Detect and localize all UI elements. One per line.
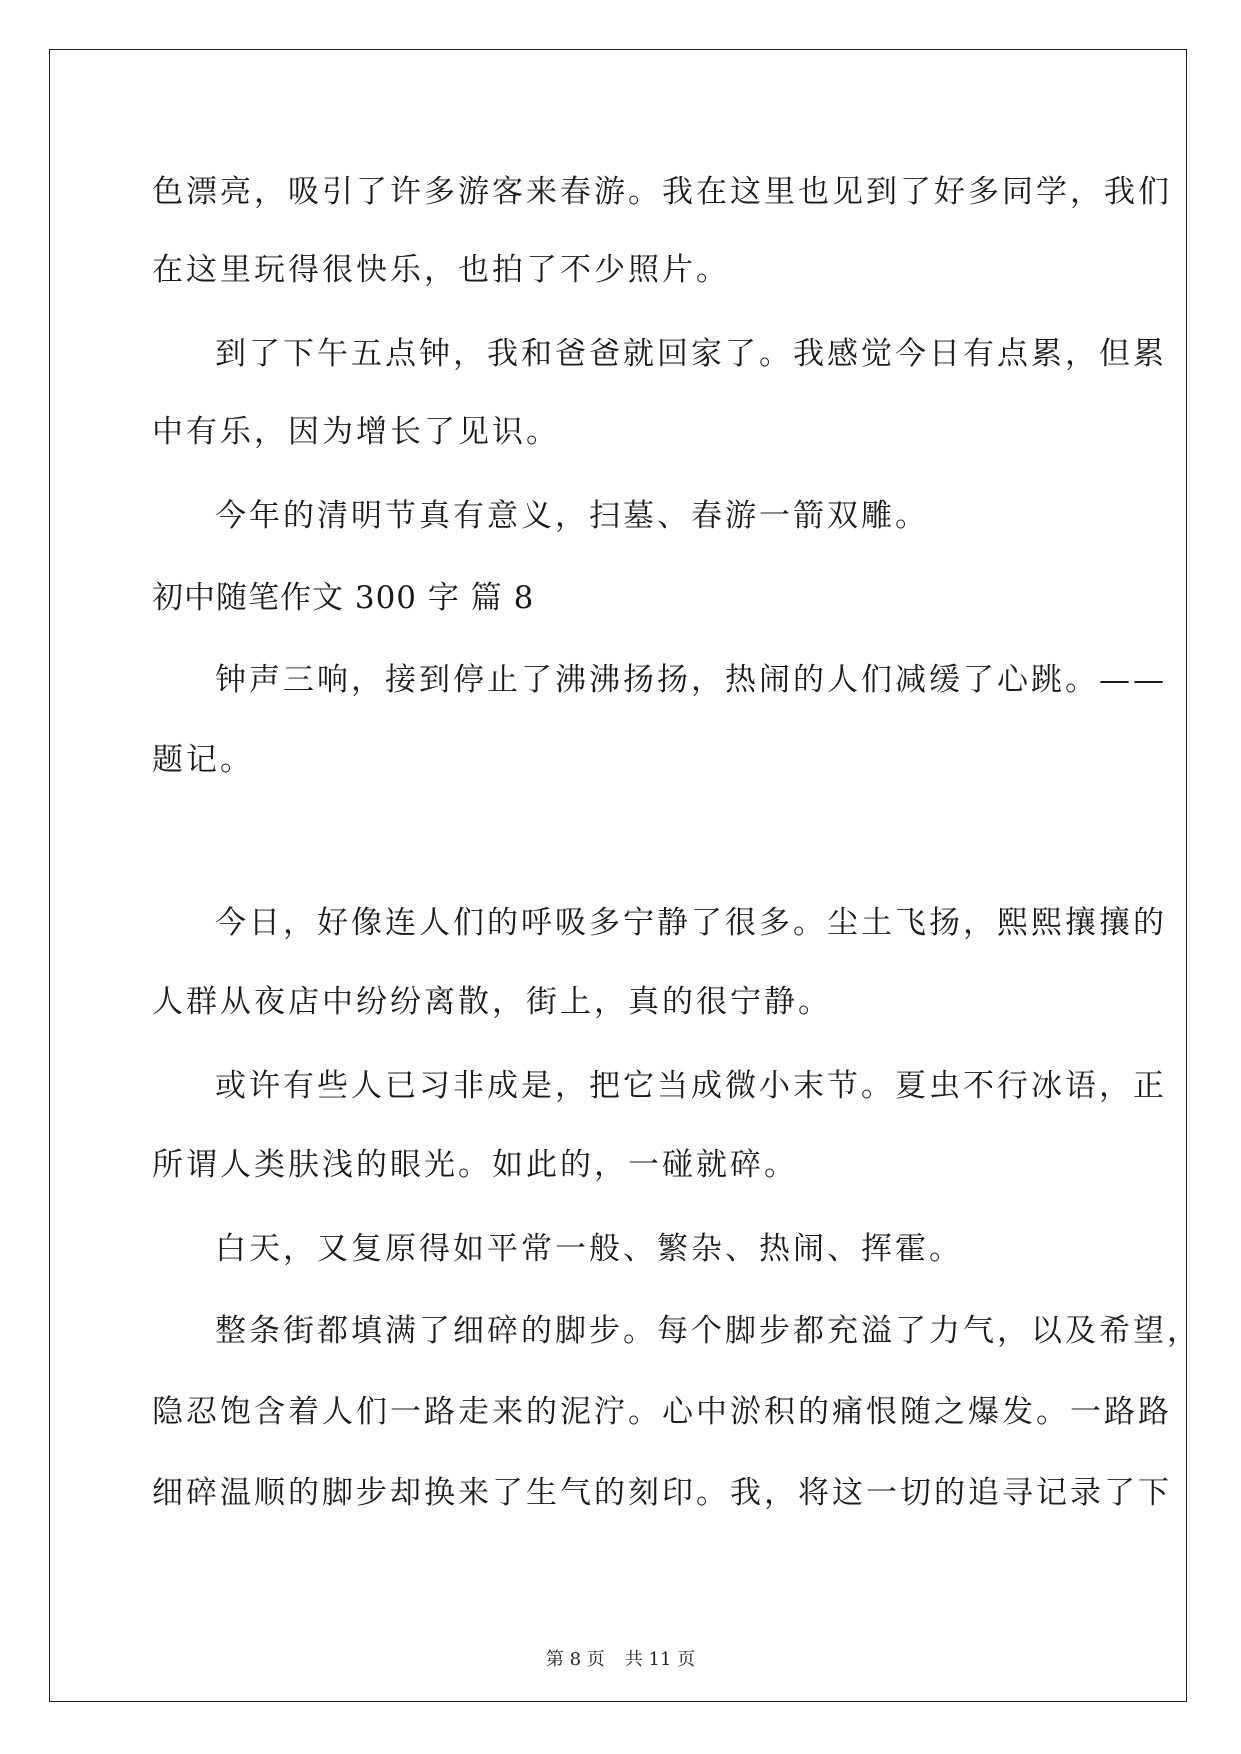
paragraph-line: 隐忍饱含着人们一路走来的泥泞。心中淤积的痛恨随之爆发。一路路 (152, 1394, 1172, 1430)
paragraph-line: 题记。 (152, 742, 254, 778)
paragraph-line: 钟声三响，接到停止了沸沸扬扬，热闹的人们减缓了心跳。—— (215, 662, 1167, 698)
paragraph-line: 细碎温顺的脚步却换来了生气的刻印。我，将这一切的追寻记录了下 (152, 1475, 1172, 1511)
paragraph-line: 整条街都填满了细碎的脚步。每个脚步都充溢了力气，以及希望， (215, 1313, 1201, 1349)
paragraph-line: 中有乐，因为增长了见识。 (152, 414, 560, 450)
paragraph-line: 所谓人类肤浅的眼光。如此的，一碰就碎。 (152, 1147, 798, 1183)
paragraph-line: 今日，好像连人们的呼吸多宁静了很多。尘土飞扬，熙熙攘攘的 (215, 905, 1167, 941)
page-total: 共 11 页 (624, 1649, 696, 1670)
page-footer (0, 1648, 1241, 1672)
paragraph-line: 今年的清明节真有意义，扫墓、春游一箭双雕。 (215, 498, 929, 534)
paragraph-line: 在这里玩得很快乐，也拍了不少照片。 (152, 252, 730, 288)
section-heading: 初中随笔作文 300 字 篇 8 (152, 580, 535, 616)
paragraph-line: 到了下午五点钟，我和爸爸就回家了。我感觉今日有点累，但累 (215, 336, 1167, 372)
page-border (49, 49, 1187, 1702)
paragraph-line: 白天，又复原得如平常一般、繁杂、热闹、挥霍。 (215, 1231, 963, 1267)
paragraph-line: 色漂亮，吸引了许多游客来春游。我在这里也见到了好多同学，我们 (152, 174, 1172, 210)
paragraph-line: 或许有些人已习非成是，把它当成微小末节。夏虫不行冰语，正 (215, 1068, 1167, 1104)
paragraph-line: 人群从夜店中纷纷离散，街上，真的很宁静。 (152, 984, 832, 1020)
page-number: 第 8 页 (545, 1649, 605, 1670)
